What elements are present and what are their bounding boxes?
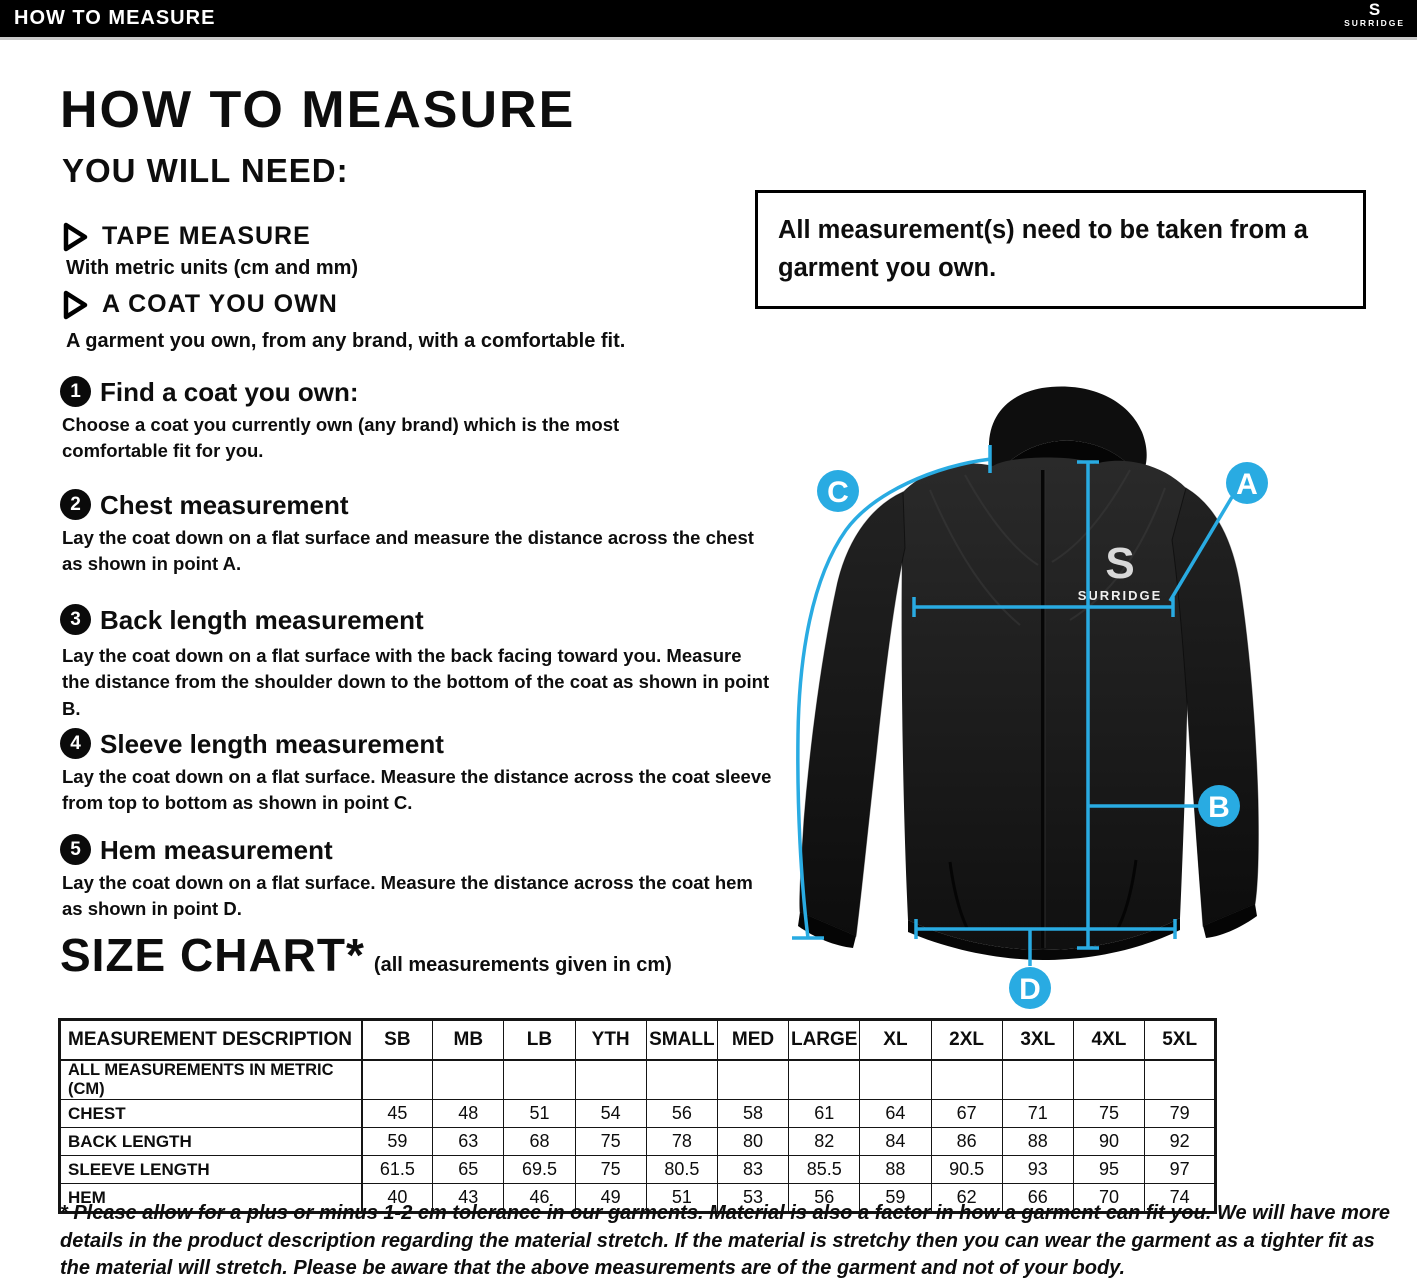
metric-note-cell: ALL MEASUREMENTS IN METRIC (CM) <box>60 1060 362 1100</box>
page-title: HOW TO MEASURE <box>60 81 576 139</box>
value-cell: 59 <box>860 1184 931 1213</box>
step-2-title: Chest measurement <box>100 490 349 520</box>
step-3-title: Back length measurement <box>100 605 424 635</box>
jacket-illustration <box>798 387 1258 960</box>
value-cell: 93 <box>1002 1156 1073 1184</box>
value-cell: 51 <box>646 1184 717 1213</box>
empty-cell <box>789 1060 860 1100</box>
top-bar-title: HOW TO MEASURE <box>14 7 216 29</box>
step-5-title: Hem measurement <box>100 835 333 865</box>
size-chart-subtitle: (all measurements given in cm) <box>373 954 672 976</box>
value-cell: 70 <box>1073 1184 1144 1213</box>
step-1-badge: 1 <box>60 376 91 407</box>
value-cell: 61.5 <box>362 1156 433 1184</box>
value-cell: 65 <box>433 1156 504 1184</box>
step-4-description: Lay the coat down on a flat surface. Measure the distance across the coat sleeve from top to bottom as shown in point C. <box>62 766 772 814</box>
jacket-logo-wordmark: SURRIDGE <box>1077 588 1163 603</box>
value-cell: 82 <box>789 1128 860 1156</box>
size-column-header: MB <box>433 1020 504 1061</box>
notice-box: All measurement(s) need to be taken from a garment you own. <box>755 190 1366 309</box>
value-cell: 79 <box>1145 1100 1216 1128</box>
step-4-title: Sleeve length measurement <box>100 729 444 759</box>
tolerance-footnote: * Please allow for a plus or minus 1-2 cm tolerance in our garments. Material is also a factor in how a garment can fit you. We will have more details in the product description regarding the material stretch. If the material is stretchy then you can wear the garment as a tighter fit as the material will stretch. Please be aware that the above measurements are of the garment and not of your body. <box>60 1202 1391 1280</box>
value-cell: 46 <box>504 1184 575 1213</box>
value-cell: 86 <box>931 1128 1002 1156</box>
value-cell: 45 <box>362 1100 433 1128</box>
size-chart-table <box>58 1018 1217 1214</box>
size-chart-row <box>60 1156 1216 1184</box>
value-cell: 68 <box>504 1128 575 1156</box>
value-cell: 66 <box>1002 1184 1073 1213</box>
metric-note-row <box>60 1060 1216 1100</box>
jacket-left-sleeve <box>800 492 905 936</box>
size-column-header: 3XL <box>1002 1020 1073 1061</box>
step-1-description: Choose a coat you currently own (any brand) which is the most comfortable fit for you. <box>62 414 620 462</box>
row-label-cell: SLEEVE LENGTH <box>60 1156 362 1184</box>
step-2-description: Lay the coat down on a flat surface and measure the distance across the chest as shown in point A. <box>62 527 754 575</box>
need-item-tape-measure-desc: With metric units (cm and mm) <box>66 257 359 279</box>
row-label-cell: BACK LENGTH <box>60 1128 362 1156</box>
surridge-s-icon: S <box>1368 0 1381 19</box>
step-4-badge: 4 <box>60 728 91 759</box>
value-cell: 56 <box>646 1100 717 1128</box>
value-cell: 43 <box>433 1184 504 1213</box>
value-cell: 90.5 <box>931 1156 1002 1184</box>
value-cell: 54 <box>575 1100 646 1128</box>
size-chart-row <box>60 1100 1216 1128</box>
row-label-cell: CHEST <box>60 1100 362 1128</box>
value-cell: 78 <box>646 1128 717 1156</box>
value-cell: 75 <box>1073 1100 1144 1128</box>
empty-cell <box>1002 1060 1073 1100</box>
triangle-bullet-icon <box>62 290 88 320</box>
value-cell: 74 <box>1145 1184 1216 1213</box>
top-bar <box>0 0 1417 40</box>
empty-cell <box>433 1060 504 1100</box>
value-cell: 64 <box>860 1100 931 1128</box>
size-column-header: XL <box>860 1020 931 1061</box>
size-column-header: SMALL <box>646 1020 717 1061</box>
value-cell: 75 <box>575 1128 646 1156</box>
step-3-description: Lay the coat down on a flat surface with the back facing toward you. Measure the distance from the shoulder down to the bottom of the coat as shown in point B. <box>62 645 770 719</box>
surridge-logo <box>1344 1 1405 28</box>
value-cell: 40 <box>362 1184 433 1213</box>
step-5-description: Lay the coat down on a flat surface. Measure the distance across the coat hem as shown in point D. <box>62 872 753 920</box>
value-cell: 58 <box>717 1100 788 1128</box>
empty-cell <box>575 1060 646 1100</box>
size-column-header: SB <box>362 1020 433 1061</box>
value-cell: 61 <box>789 1100 860 1128</box>
size-column-header: LB <box>504 1020 575 1061</box>
value-cell: 53 <box>717 1184 788 1213</box>
size-chart-title: SIZE CHART* <box>60 929 365 981</box>
value-cell: 88 <box>860 1156 931 1184</box>
empty-cell <box>717 1060 788 1100</box>
size-chart-row <box>60 1128 1216 1156</box>
empty-cell <box>1145 1060 1216 1100</box>
value-cell: 48 <box>433 1100 504 1128</box>
size-column-header: YTH <box>575 1020 646 1061</box>
you-will-need-title: YOU WILL NEED: <box>62 152 349 189</box>
value-cell: 97 <box>1145 1156 1216 1184</box>
marker-b-label: B <box>1208 791 1230 824</box>
size-column-header: 5XL <box>1145 1020 1216 1061</box>
value-cell: 56 <box>789 1184 860 1213</box>
value-cell: 85.5 <box>789 1156 860 1184</box>
need-item-coat-desc: A garment you own, from any brand, with a comfortable fit. <box>66 330 626 352</box>
value-cell: 51 <box>504 1100 575 1128</box>
value-cell: 95 <box>1073 1156 1144 1184</box>
step-1-title: Find a coat you own: <box>100 377 359 407</box>
need-item-tape-measure: TAPE MEASURE <box>102 222 311 250</box>
value-cell: 84 <box>860 1128 931 1156</box>
triangle-bullet-icon <box>62 222 88 252</box>
row-label-cell: HEM <box>60 1184 362 1213</box>
size-column-header: 4XL <box>1073 1020 1144 1061</box>
empty-cell <box>504 1060 575 1100</box>
size-column-header: 2XL <box>931 1020 1002 1061</box>
empty-cell <box>860 1060 931 1100</box>
value-cell: 49 <box>575 1184 646 1213</box>
empty-cell <box>931 1060 1002 1100</box>
need-item-coat: A COAT YOU OWN <box>102 290 338 318</box>
size-chart-body <box>60 1060 1216 1213</box>
surridge-wordmark: SURRIDGE <box>1344 18 1405 28</box>
value-cell: 88 <box>1002 1128 1073 1156</box>
jacket-diagram <box>740 380 1417 1040</box>
size-column-header: MED <box>717 1020 788 1061</box>
value-cell: 92 <box>1145 1128 1216 1156</box>
value-cell: 90 <box>1073 1128 1144 1156</box>
size-column-header: LARGE <box>789 1020 860 1061</box>
empty-cell <box>646 1060 717 1100</box>
size-chart-heading <box>60 928 672 982</box>
size-chart-header-row <box>60 1020 1216 1061</box>
step-5-badge: 5 <box>60 834 91 865</box>
value-cell: 71 <box>1002 1100 1073 1128</box>
value-cell: 69.5 <box>504 1156 575 1184</box>
step-3-badge: 3 <box>60 604 91 635</box>
value-cell: 75 <box>575 1156 646 1184</box>
jacket-logo-s-icon: S <box>1105 539 1135 588</box>
empty-cell <box>362 1060 433 1100</box>
measurement-description-header: MEASUREMENT DESCRIPTION <box>60 1020 362 1061</box>
marker-a-label: A <box>1236 468 1258 501</box>
empty-cell <box>1073 1060 1144 1100</box>
step-2-badge: 2 <box>60 489 91 520</box>
value-cell: 83 <box>717 1156 788 1184</box>
value-cell: 67 <box>931 1100 1002 1128</box>
value-cell: 80.5 <box>646 1156 717 1184</box>
value-cell: 59 <box>362 1128 433 1156</box>
value-cell: 62 <box>931 1184 1002 1213</box>
value-cell: 80 <box>717 1128 788 1156</box>
value-cell: 63 <box>433 1128 504 1156</box>
marker-c-label: C <box>827 476 849 509</box>
marker-d-label: D <box>1019 973 1041 1006</box>
